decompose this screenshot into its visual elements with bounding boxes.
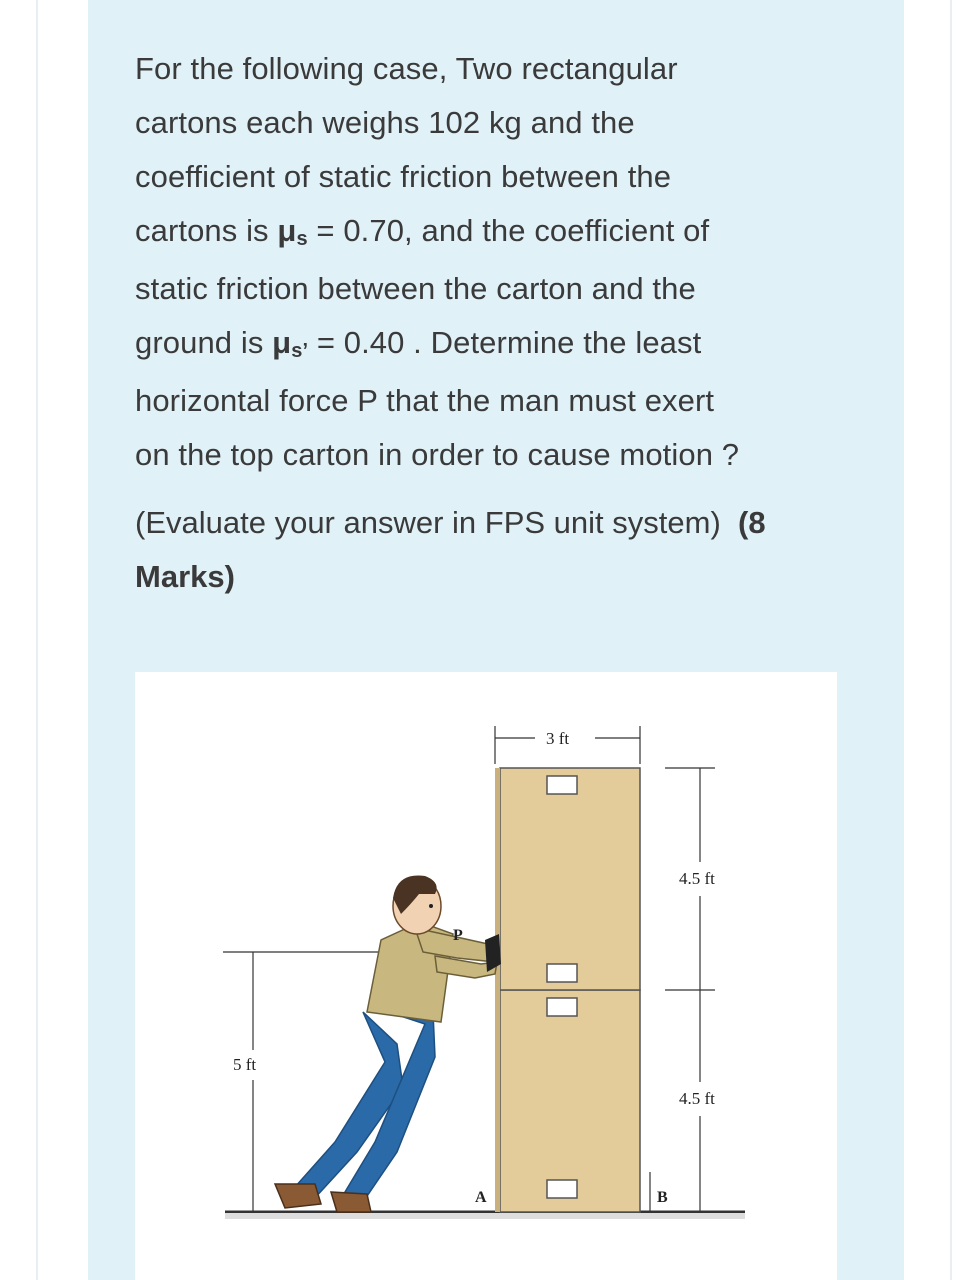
figure-svg: [135, 672, 837, 1280]
top-carton-handle-bottom: [547, 964, 577, 982]
question-line-8: on the top carton in order to cause motion ?: [135, 437, 740, 472]
man-eye: [429, 904, 433, 908]
man-figure: [275, 875, 501, 1212]
force-p-label: P: [453, 927, 463, 944]
bottom-carton: [500, 990, 640, 1212]
man-front-shoe: [331, 1192, 371, 1212]
question-text: [135, 42, 835, 482]
line-4-end: = 0.70, and the coefficient of: [307, 213, 710, 248]
question-card: [88, 0, 904, 1280]
question-line-5: static friction between the carton and the: [135, 271, 696, 306]
marks-part-1: (8: [738, 505, 766, 540]
bottom-height-label: 4.5 ft: [679, 1089, 715, 1108]
mu-symbol-prime: μ: [272, 325, 292, 360]
question-line-3: coefficient of static friction between the: [135, 159, 672, 194]
point-a-label: A: [475, 1189, 487, 1206]
line-6-start: ground is: [135, 325, 273, 360]
marks-part-2: Marks): [135, 559, 235, 594]
eval-text: (Evaluate your answer in FPS unit system): [135, 505, 721, 540]
line-4-start: cartons is: [135, 213, 278, 248]
man-rear-shoe: [275, 1184, 321, 1208]
ground-shadow: [225, 1213, 745, 1219]
top-carton: [500, 768, 640, 990]
question-line-2: cartons each weighs 102 kg and the: [135, 105, 635, 140]
bottom-carton-handle-top: [547, 998, 577, 1016]
subscript-s: s: [296, 228, 308, 250]
carton-left-shade: [495, 768, 500, 1212]
man-rear-leg: [295, 1012, 403, 1200]
subscript-s-prime: s’: [291, 340, 309, 362]
bottom-carton-handle-bottom: [547, 1180, 577, 1198]
man-height-label: 5 ft: [233, 1055, 257, 1074]
left-edge-line: [36, 0, 38, 1280]
evaluation-note: [135, 496, 875, 604]
question-line-7: horizontal force P that the man must exert: [135, 383, 715, 418]
question-line-4: [135, 204, 835, 262]
mu-symbol: μ: [277, 213, 297, 248]
point-b-label: B: [657, 1189, 668, 1206]
question-line-1: For the following case, Two rectangular: [135, 51, 678, 86]
question-line-6: [135, 316, 835, 374]
width-label: 3 ft: [546, 729, 570, 748]
right-edge-line: [950, 0, 952, 1280]
problem-figure: [135, 672, 837, 1280]
line-6-end: = 0.40 . Determine the least: [308, 325, 702, 360]
top-carton-handle-top: [547, 776, 577, 794]
top-height-label: 4.5 ft: [679, 869, 715, 888]
